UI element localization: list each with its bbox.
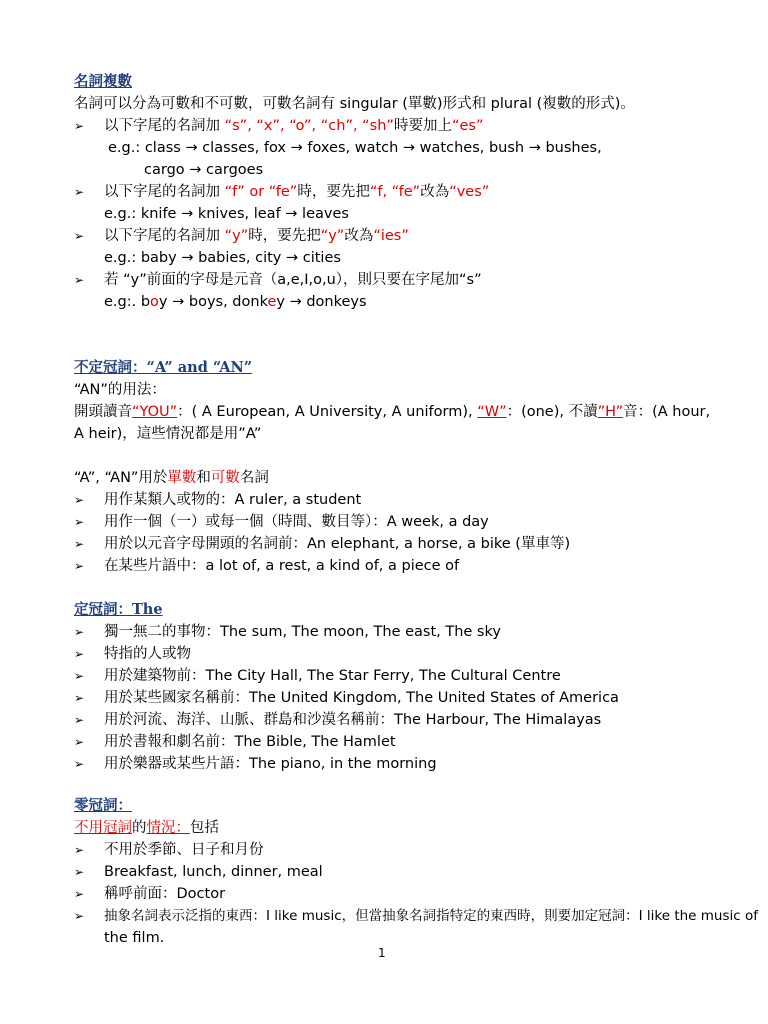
zero-bullet-1: 不用於季節、日子和月份 — [104, 842, 264, 858]
zero-bullet-2: Breakfast, lunch, dinner, meal — [104, 864, 323, 880]
the-bullet-7: 用於樂器或某些片語：The piano, in the morning — [104, 756, 437, 772]
a-an-bullet-4: 在某些片語中：a lot of, a rest, a kind of, a piece of — [104, 558, 460, 574]
bullet-icon: ➢ — [74, 273, 85, 287]
zero-bullet-4-cont: the film. — [104, 930, 165, 946]
bullet-icon: ➢ — [74, 515, 85, 529]
the-bullet-4: 用於某些國家名稱前：The United Kingdom, The United States of America — [104, 690, 619, 706]
bullet-icon: ➢ — [74, 757, 85, 771]
rule-2-example: e.g.: knife → knives, leaf → leaves — [104, 206, 349, 222]
zero-bullet-3: 稱呼前面：Doctor — [104, 886, 226, 902]
bullet-icon: ➢ — [74, 713, 85, 727]
bullet-icon: ➢ — [74, 735, 85, 749]
section-heading-definite-article: 定冠詞：The — [74, 601, 163, 618]
rule-1: 以下字尾的名詞加 “s”, “x”, “o”, “ch”, “sh”時要加上“es” — [104, 118, 484, 134]
bullet-icon: ➢ — [74, 119, 85, 133]
bullet-icon: ➢ — [74, 887, 85, 901]
the-bullet-5: 用於河流、海洋、山脈、群島和沙漠名稱前：The Harbour, The Himalayas — [104, 712, 602, 728]
a-an-bullet-3: 用於以元音字母開頭的名詞前：An elephant, a horse, a bike (單車等) — [104, 536, 571, 552]
the-bullet-1: 獨一無二的事物：The sum, The moon, The east, The sky — [104, 624, 501, 640]
bullet-icon: ➢ — [74, 229, 85, 243]
the-bullet-3: 用於建築物前：The City Hall, The Star Ferry, The Cultural Centre — [104, 668, 561, 684]
an-usage-label: “AN”的用法： — [74, 382, 166, 398]
section-heading-zero-article: 零冠詞： — [74, 797, 132, 814]
bullet-icon: ➢ — [74, 559, 85, 573]
an-usage-detail-cont: A heir)，這些情況都是用”A” — [74, 426, 262, 442]
bullet-icon: ➢ — [74, 537, 85, 551]
rule-2: 以下字尾的名詞加 “f” or “fe”時，要先把“f, “fe”改為“ves” — [104, 184, 490, 200]
an-usage-detail: 開頭讀音“YOU”：( A European, A University, A uniform), “W”：(one), 不讀”H”音：(A hour, — [74, 404, 711, 420]
rule-3: 以下字尾的名詞加 “y”時，要先把“y”改為“ies” — [104, 228, 409, 244]
rule-4: 若 “y”前面的字母是元音（a,e,I,o,u），則只要在字尾加“s” — [104, 272, 482, 288]
a-an-usage-intro: “A”, “AN”用於單數和可數名詞 — [74, 470, 269, 486]
section-heading-indefinite-article: 不定冠詞：“A” and “AN” — [74, 359, 253, 376]
rule-4-example: e.g:. boy → boys, donkey → donkeys — [104, 294, 367, 310]
bullet-icon: ➢ — [74, 625, 85, 639]
a-an-bullet-2: 用作一個（一）或每一個（時間、數目等）：A week, a day — [104, 514, 489, 530]
rule-1-example: e.g.: class → classes, fox → foxes, watch → watches, bush → bushes, — [108, 140, 602, 156]
bullet-icon: ➢ — [74, 185, 85, 199]
bullet-icon: ➢ — [74, 865, 85, 879]
intro-text: 名詞可以分為可數和不可數，可數名詞有 singular (單數)形式和 plural (複數的形式)。 — [74, 96, 635, 112]
zero-bullet-4: 抽象名詞表示泛指的東西：I like music，但當抽象名詞指特定的東西時，則要加定冠詞：I like the music of — [104, 908, 758, 924]
bullet-icon: ➢ — [74, 647, 85, 661]
zero-article-sub: 不用冠詞的情況：包括 — [74, 820, 219, 836]
bullet-icon: ➢ — [74, 493, 85, 507]
the-bullet-6: 用於書報和劇名前：The Bible, The Hamlet — [104, 734, 396, 750]
section-heading-plural: 名詞複數 — [74, 73, 132, 90]
bullet-icon: ➢ — [74, 669, 85, 683]
page-number: 1 — [378, 946, 386, 960]
the-bullet-2: 特指的人或物 — [104, 646, 191, 662]
bullet-icon: ➢ — [74, 909, 85, 923]
bullet-icon: ➢ — [74, 691, 85, 705]
a-an-bullet-1: 用作某類人或物的：A ruler, a student — [104, 492, 362, 508]
bullet-icon: ➢ — [74, 843, 85, 857]
rule-3-example: e.g.: baby → babies, city → cities — [104, 250, 341, 266]
rule-1-example-cont: cargo → cargoes — [144, 162, 264, 178]
